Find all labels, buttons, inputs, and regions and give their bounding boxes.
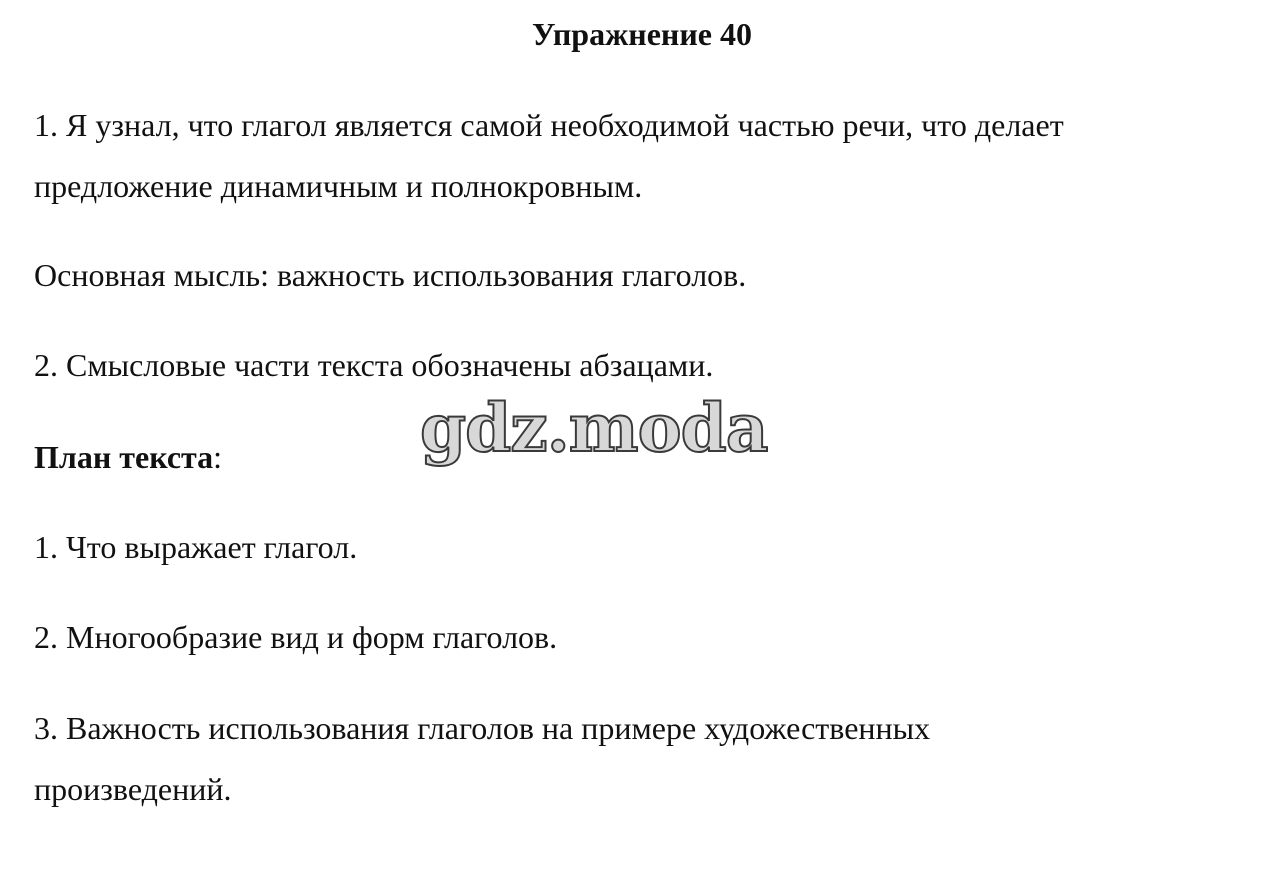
plan-heading bbox=[34, 427, 222, 488]
plan-item-3 bbox=[34, 698, 930, 820]
plan-item-3-line-2: произведений. bbox=[34, 771, 232, 807]
answer-1 bbox=[34, 95, 1064, 217]
answer-2: 2. Смысловые части текста обозначены абзацами. bbox=[34, 347, 714, 383]
plan-label: План текста bbox=[34, 439, 214, 475]
exercise-title: Упражнение 40 bbox=[531, 16, 752, 52]
answer-1-line-2: предложение динамичным и полнокровным. bbox=[34, 168, 643, 204]
plan-item-1: 1. Что выражает глагол. bbox=[34, 529, 358, 565]
main-idea: Основная мысль: важность использования глаголов. bbox=[34, 257, 747, 293]
plan-colon: : bbox=[213, 439, 223, 475]
watermark-logo: gdz.moda bbox=[420, 389, 768, 467]
plan-item-2: 2. Многообразие вид и форм глаголов. bbox=[34, 619, 558, 655]
answer-1-line-1: 1. Я узнал, что глагол является самой необходимой частью речи, что делает bbox=[34, 107, 1064, 143]
plan-item-3-line-1: 3. Важность использования глаголов на примере художественных bbox=[34, 710, 931, 746]
